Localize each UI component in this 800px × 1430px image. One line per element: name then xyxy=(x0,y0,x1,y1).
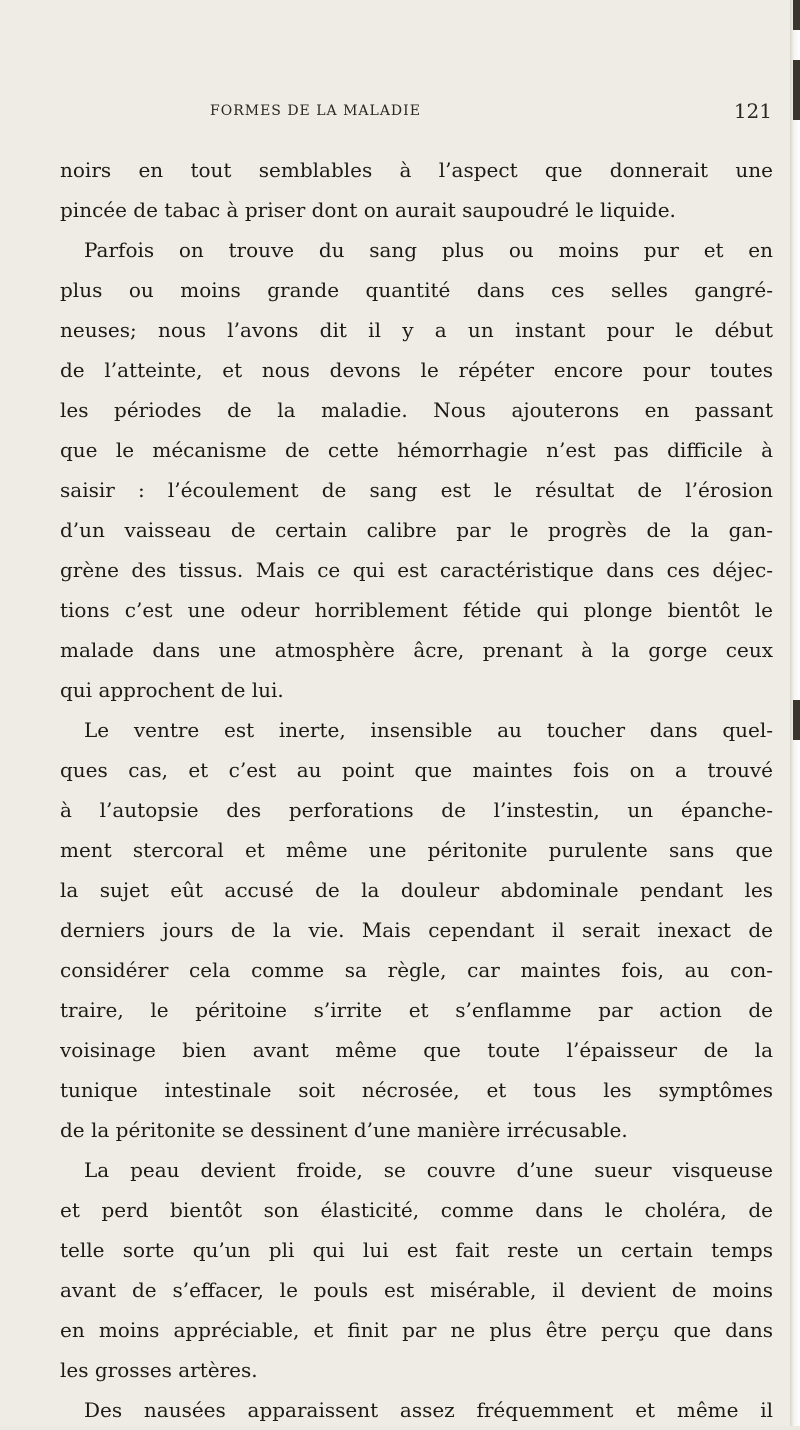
text-line: Des nausées apparaissent assez fréquemment et même il xyxy=(84,1398,773,1422)
text-line: ment stercoral et même une péritonite purulente sans que xyxy=(60,838,773,862)
body-text xyxy=(60,150,773,1430)
text-line: neuses; nous l’avons dit il y a un instant pour le début xyxy=(60,318,773,342)
text-line: les grosses artères. xyxy=(60,1358,258,1382)
text-line: saisir : l’écoulement de sang est le résultat de l’érosion xyxy=(60,478,773,502)
text-line: d’un vaisseau de certain calibre par le progrès de la gan- xyxy=(60,518,773,542)
text-line: à l’autopsie des perforations de l’instestin, un épanche- xyxy=(60,798,773,822)
text-line: et perd bientôt son élasticité, comme dans le choléra, de xyxy=(60,1198,773,1222)
page-header xyxy=(60,101,772,131)
text-line: telle sorte qu’un pli qui lui est fait reste un certain temps xyxy=(60,1238,773,1262)
text-line: de la péritonite se dessinent d’une manière irrécusable. xyxy=(60,1118,628,1142)
edge-mark xyxy=(793,700,800,740)
edge-mark xyxy=(793,60,800,120)
page-edge xyxy=(790,0,800,1426)
text-line: traire, le péritoine s’irrite et s’enflamme par action de xyxy=(60,998,773,1022)
text-line: pincée de tabac à priser dont on aurait saupoudré le liquide. xyxy=(60,198,676,222)
text-line: de l’atteinte, et nous devons le répéter encore pour toutes xyxy=(60,358,773,382)
text-line: La peau devient froide, se couvre d’une sueur visqueuse xyxy=(84,1158,773,1182)
text-line: Parfois on trouve du sang plus ou moins pur et en xyxy=(84,238,773,262)
text-line: grène des tissus. Mais ce qui est caractéristique dans ces déjec- xyxy=(60,558,773,582)
running-title: FORMES DE LA MALADIE xyxy=(210,103,421,119)
text-line: ques cas, et c’est au point que maintes fois on a trouvé xyxy=(60,758,773,782)
text-line: noirs en tout semblables à l’aspect que donnerait une xyxy=(60,158,773,182)
text-line: les périodes de la maladie. Nous ajouterons en passant xyxy=(60,398,773,422)
text-line: malade dans une atmosphère âcre, prenant à la gorge ceux xyxy=(60,638,773,662)
text-line: tions c’est une odeur horriblement fétide qui plonge bientôt le xyxy=(60,598,773,622)
page-number: 121 xyxy=(733,99,772,123)
text-line: plus ou moins grande quantité dans ces selles gangré- xyxy=(60,278,773,302)
text-line: Le ventre est inerte, insensible au toucher dans quel- xyxy=(84,718,773,742)
text-line: qui approchent de lui. xyxy=(60,678,284,702)
text-line: derniers jours de la vie. Mais cependant il serait inexact de xyxy=(60,918,773,942)
text-line: la sujet eût accusé de la douleur abdominale pendant les xyxy=(60,878,773,902)
text-line: en moins appréciable, et finit par ne plus être perçu que dans xyxy=(60,1318,773,1342)
text-line: avant de s’effacer, le pouls est misérable, il devient de moins xyxy=(60,1278,773,1302)
text-line: considérer cela comme sa règle, car maintes fois, au con- xyxy=(60,958,773,982)
edge-mark xyxy=(793,0,800,30)
text-line: tunique intestinale soit nécrosée, et tous les symptômes xyxy=(60,1078,773,1102)
text-line: voisinage bien avant même que toute l’épaisseur de la xyxy=(60,1038,773,1062)
text-line: que le mécanisme de cette hémorrhagie n’est pas difficile à xyxy=(60,438,773,462)
